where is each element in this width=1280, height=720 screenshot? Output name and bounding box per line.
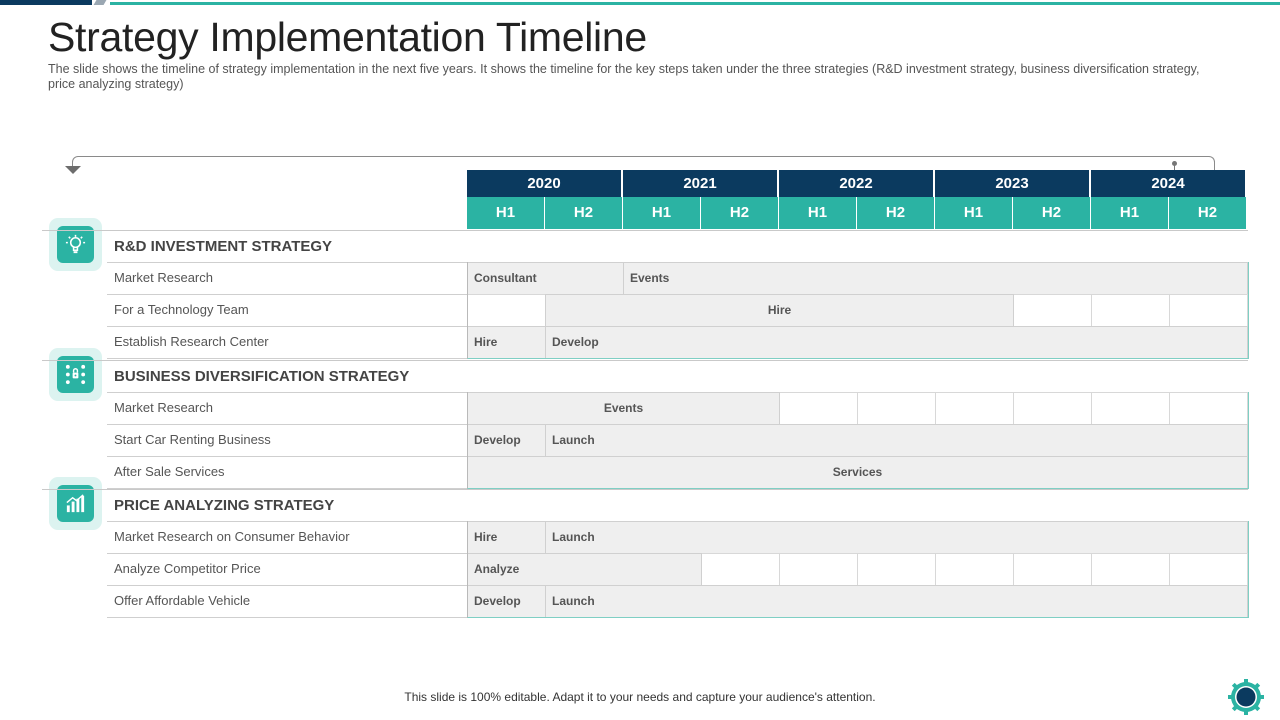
row-label: After Sale Services [114, 464, 225, 479]
row-divider [107, 553, 468, 554]
row-divider [107, 294, 468, 295]
section-icon-0 [49, 218, 102, 271]
half-header-0: H1 [467, 197, 545, 229]
year-header-2020: 2020 [467, 170, 623, 197]
timeline-bar: Develop [467, 424, 546, 457]
section-title: PRICE ANALYZING STRATEGY [114, 497, 335, 514]
row-divider [107, 585, 468, 586]
half-header-8: H1 [1091, 197, 1169, 229]
half-header-2: H1 [623, 197, 701, 229]
top-accent-bar [0, 0, 92, 5]
row-label: Establish Research Center [114, 334, 269, 349]
timeline-bar: Hire [467, 521, 546, 554]
section-grid-frame [467, 392, 1249, 489]
timeline-bar: Launch [545, 424, 1248, 457]
year-header-2023: 2023 [935, 170, 1091, 197]
section-grid-frame [467, 262, 1249, 359]
year-header-2021: 2021 [623, 170, 779, 197]
row-label: Market Research on Consumer Behavior [114, 529, 350, 544]
row-label: Market Research [114, 400, 213, 415]
timeline-bar: Analyze [467, 553, 702, 586]
row-divider [107, 456, 468, 457]
page-subtitle: The slide shows the timeline of strategy implementation in the next five years. It shows the timeline for the key steps taken under the three strategies (R&D investment strategy, business diversification strategy, price analyzing strategy) [48, 62, 1200, 91]
row-divider [107, 326, 468, 327]
section-icon-tile [57, 226, 94, 263]
row-divider [107, 521, 468, 522]
section-icon-tile [57, 485, 94, 522]
top-accent-divider [94, 0, 107, 5]
top-accent-line [110, 2, 1280, 5]
half-header-6: H1 [935, 197, 1013, 229]
gear-logo-icon [1228, 679, 1264, 715]
section-title: R&D INVESTMENT STRATEGY [114, 238, 333, 255]
timeline-bar: Develop [545, 326, 1248, 359]
section-title: BUSINESS DIVERSIFICATION STRATEGY [114, 368, 410, 385]
row-divider [107, 617, 468, 618]
row-divider [107, 358, 468, 359]
arrow-down-icon [65, 166, 81, 174]
half-header-4: H1 [779, 197, 857, 229]
row-label: Analyze Competitor Price [114, 561, 261, 576]
page-title: Strategy Implementation Timeline [48, 14, 647, 60]
half-header-1: H2 [545, 197, 623, 229]
half-header-9: H2 [1169, 197, 1247, 229]
row-divider [107, 424, 468, 425]
year-header-2022: 2022 [779, 170, 935, 197]
section-icon-tile [57, 356, 94, 393]
timeline-bar: Develop [467, 585, 546, 618]
timeline-bar: Events [623, 262, 1248, 295]
row-divider [107, 392, 468, 393]
lightbulb-icon [64, 233, 87, 256]
section-divider [42, 489, 1248, 490]
network-lock-icon [64, 363, 87, 386]
footer-note: This slide is 100% editable. Adapt it to your needs and capture your audience's attention. [404, 690, 876, 704]
half-header-3: H2 [701, 197, 779, 229]
half-header-7: H2 [1013, 197, 1091, 229]
bar-chart-icon [64, 492, 87, 515]
row-label: Start Car Renting Business [114, 432, 271, 447]
row-label: Offer Affordable Vehicle [114, 593, 251, 608]
section-icon-1 [49, 348, 102, 401]
timeline-bar: Services [467, 456, 1248, 489]
timeline-bar: Hire [467, 326, 546, 359]
timeline-bar: Consultant [467, 262, 624, 295]
section-grid-frame [467, 521, 1249, 618]
half-header-5: H2 [857, 197, 935, 229]
section-divider [42, 360, 1248, 361]
row-label: For a Technology Team [114, 302, 249, 317]
timeline-bar: Launch [545, 521, 1248, 554]
section-divider [42, 230, 1248, 231]
year-header-2024: 2024 [1091, 170, 1247, 197]
section-icon-2 [49, 477, 102, 530]
timeline-bar: Hire [545, 294, 1014, 327]
timeline-bar: Launch [545, 585, 1248, 618]
row-label: Market Research [114, 270, 213, 285]
row-divider [107, 262, 468, 263]
timeline-bar: Events [467, 392, 780, 425]
